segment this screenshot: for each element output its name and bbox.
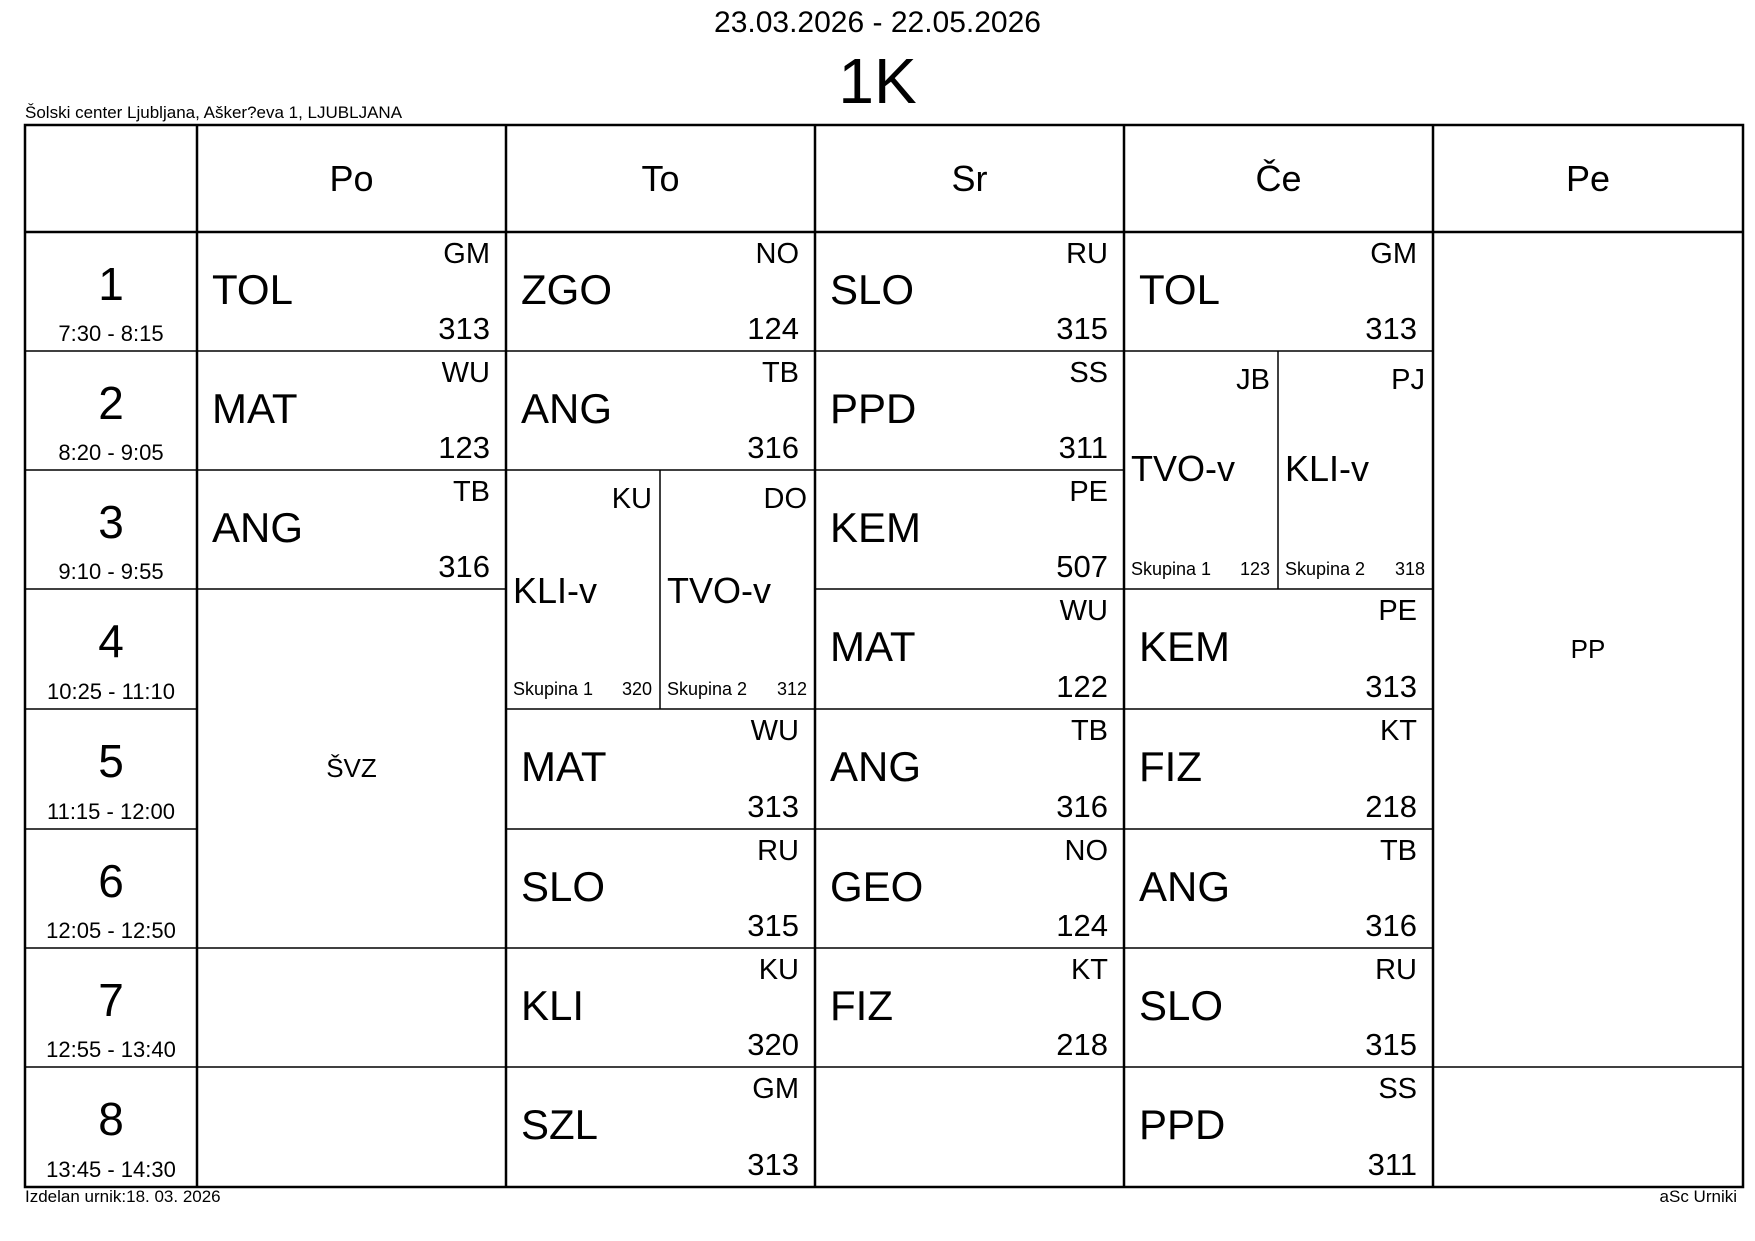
room: 313 — [747, 1147, 799, 1182]
group: Skupina 2 — [1285, 559, 1366, 579]
subject: ANG — [521, 385, 613, 432]
room: 320 — [747, 1027, 799, 1062]
lesson-cell[interactable] — [506, 709, 815, 829]
day-header-thursday — [1124, 125, 1433, 232]
teacher: WU — [750, 715, 799, 747]
subject: FIZ — [1139, 743, 1202, 790]
teacher: KT — [1379, 715, 1417, 747]
group: Skupina 2 — [667, 679, 748, 699]
room: 315 — [1056, 311, 1108, 346]
period-time: 7:30 - 8:15 — [58, 321, 164, 346]
lesson-cell[interactable] — [197, 470, 506, 589]
subject: TOL — [212, 266, 293, 313]
lesson-cell[interactable] — [1124, 589, 1433, 709]
period-time: 12:05 - 12:50 — [46, 918, 176, 943]
subject: KLI-v — [1285, 448, 1370, 489]
period-5 — [25, 709, 197, 829]
room: 316 — [1056, 789, 1108, 824]
date-range: 23.03.2026 - 22.05.2026 — [714, 6, 1041, 39]
subject: FIZ — [830, 982, 893, 1029]
room: 315 — [1365, 1027, 1417, 1062]
period-time: 11:15 - 12:00 — [46, 799, 176, 824]
subject: ANG — [1139, 863, 1231, 910]
lesson-cell[interactable] — [506, 351, 815, 470]
day-header-tuesday — [506, 125, 815, 232]
day-label: Po — [329, 157, 374, 199]
subject: KEM — [830, 504, 922, 551]
room: 124 — [1056, 908, 1108, 943]
lesson-cell[interactable] — [506, 948, 815, 1067]
day-header-wednesday — [815, 125, 1124, 232]
teacher: TB — [1379, 835, 1417, 867]
teacher: KT — [1070, 954, 1108, 986]
period-2 — [25, 351, 197, 470]
teacher: JB — [1236, 364, 1270, 396]
period-time: 9:10 - 9:55 — [58, 559, 164, 584]
room: 316 — [438, 549, 490, 584]
period-3 — [25, 470, 197, 589]
subject: GEO — [830, 863, 924, 910]
teacher: SS — [1069, 357, 1108, 389]
teacher: PE — [1069, 476, 1108, 508]
teacher: KU — [758, 954, 799, 986]
period-time: 8:20 - 9:05 — [58, 440, 164, 465]
day-header-friday — [1433, 125, 1743, 232]
school-name: Šolski center Ljubljana, Ašker?eva 1, LJUBLJANA — [25, 103, 403, 122]
period-number: 8 — [98, 1093, 124, 1145]
subject: KLI-v — [513, 570, 598, 611]
room: 313 — [1365, 311, 1417, 346]
lesson-cell[interactable] — [1124, 829, 1433, 948]
period-number: 3 — [98, 496, 124, 548]
subject: ŠVZ — [326, 753, 377, 783]
class-name: 1K — [838, 45, 917, 117]
teacher: RU — [757, 835, 799, 867]
room: 122 — [1056, 669, 1108, 704]
group-lesson-cell[interactable] — [1278, 351, 1433, 589]
period-7 — [25, 948, 197, 1067]
period-time: 13:45 - 14:30 — [46, 1157, 176, 1182]
lesson-cell[interactable] — [506, 232, 815, 351]
teacher: NO — [1064, 835, 1108, 867]
period-time: 12:55 - 13:40 — [46, 1037, 176, 1062]
subject: PPD — [1139, 1101, 1226, 1148]
room: 123 — [1239, 559, 1270, 579]
teacher: SS — [1378, 1073, 1417, 1105]
day-label: To — [641, 157, 680, 199]
teacher: TB — [452, 476, 490, 508]
subject: MAT — [521, 743, 607, 790]
group-lesson-cell[interactable] — [506, 470, 660, 709]
room: 318 — [1394, 559, 1425, 579]
teacher: PJ — [1391, 364, 1425, 396]
subject: PPD — [830, 385, 917, 432]
subject: SZL — [521, 1101, 599, 1148]
period-number: 5 — [98, 735, 124, 787]
teacher: KU — [611, 483, 652, 515]
period-number: 1 — [98, 258, 124, 310]
day-label: Pe — [1565, 157, 1611, 199]
lesson-cell[interactable] — [1124, 1067, 1433, 1187]
lesson-cell[interactable] — [197, 351, 506, 470]
subject: KEM — [1139, 623, 1231, 670]
lesson-cell[interactable] — [815, 232, 1124, 351]
day-label: Sr — [951, 157, 988, 199]
group-lesson-cell[interactable] — [660, 470, 815, 709]
teacher: NO — [755, 238, 799, 270]
period-number: 6 — [98, 855, 124, 907]
subject: TVO-v — [1131, 448, 1235, 489]
room: 315 — [747, 908, 799, 943]
lesson-cell[interactable] — [506, 829, 815, 948]
group: Skupina 1 — [513, 679, 594, 699]
room: 313 — [438, 311, 490, 346]
subject: MAT — [212, 385, 298, 432]
room: 311 — [1367, 1147, 1417, 1182]
lesson-cell[interactable] — [1124, 948, 1433, 1067]
subject: ANG — [830, 743, 922, 790]
period-number: 2 — [98, 377, 124, 429]
period-number: 4 — [98, 615, 124, 667]
lesson-cell[interactable] — [815, 351, 1124, 470]
room: 123 — [438, 430, 490, 465]
room: 316 — [747, 430, 799, 465]
subject: ZGO — [521, 266, 612, 313]
teacher: RU — [1066, 238, 1108, 270]
period-number: 7 — [98, 974, 124, 1026]
group-lesson-cell[interactable] — [1124, 351, 1278, 589]
room: 218 — [1365, 789, 1417, 824]
teacher: DO — [763, 483, 807, 515]
room: 320 — [621, 679, 652, 699]
teacher: GM — [1370, 238, 1417, 270]
room: 311 — [1058, 430, 1108, 465]
subject: SLO — [1139, 982, 1224, 1029]
subject: KLI — [521, 982, 585, 1029]
software-credit: aSc Urniki — [1659, 1187, 1737, 1206]
room: 316 — [1365, 908, 1417, 943]
teacher: TB — [761, 357, 799, 389]
created-date: Izdelan urnik:18. 03. 2026 — [25, 1187, 221, 1206]
lesson-cell[interactable] — [815, 829, 1124, 948]
lesson-cell[interactable] — [1124, 709, 1433, 829]
teacher: TB — [1070, 715, 1108, 747]
subject: SLO — [830, 266, 915, 313]
lesson-cell[interactable] — [815, 589, 1124, 709]
period-4 — [25, 589, 197, 709]
lesson-cell[interactable] — [197, 232, 506, 351]
subject: MAT — [830, 623, 916, 670]
lesson-cell-pp[interactable] — [1433, 232, 1743, 1067]
subject: SLO — [521, 863, 606, 910]
teacher: WU — [1059, 595, 1108, 627]
subject: ANG — [212, 504, 304, 551]
subject: TOL — [1139, 266, 1220, 313]
room: 218 — [1056, 1027, 1108, 1062]
teacher: WU — [441, 357, 490, 389]
room: 507 — [1056, 549, 1108, 584]
day-header-monday — [197, 125, 506, 232]
teacher: GM — [443, 238, 490, 270]
lesson-cell[interactable] — [815, 709, 1124, 829]
subject: PP — [1570, 634, 1606, 664]
room: 313 — [747, 789, 799, 824]
teacher: GM — [752, 1073, 799, 1105]
room: 124 — [747, 311, 799, 346]
period-8 — [25, 1067, 197, 1187]
period-6 — [25, 829, 197, 948]
room: 313 — [1365, 669, 1417, 704]
subject: TVO-v — [667, 570, 771, 611]
day-label: Če — [1255, 157, 1302, 199]
teacher: PE — [1378, 595, 1417, 627]
lesson-cell-svz[interactable] — [197, 589, 506, 948]
group: Skupina 1 — [1131, 559, 1212, 579]
lesson-cell[interactable] — [1124, 232, 1433, 351]
period-time: 10:25 - 11:10 — [46, 679, 176, 704]
room: 312 — [776, 679, 807, 699]
lesson-cell[interactable] — [815, 470, 1124, 589]
period-1 — [25, 232, 197, 351]
lesson-cell[interactable] — [506, 1067, 815, 1187]
teacher: RU — [1375, 954, 1417, 986]
lesson-cell[interactable] — [815, 948, 1124, 1067]
